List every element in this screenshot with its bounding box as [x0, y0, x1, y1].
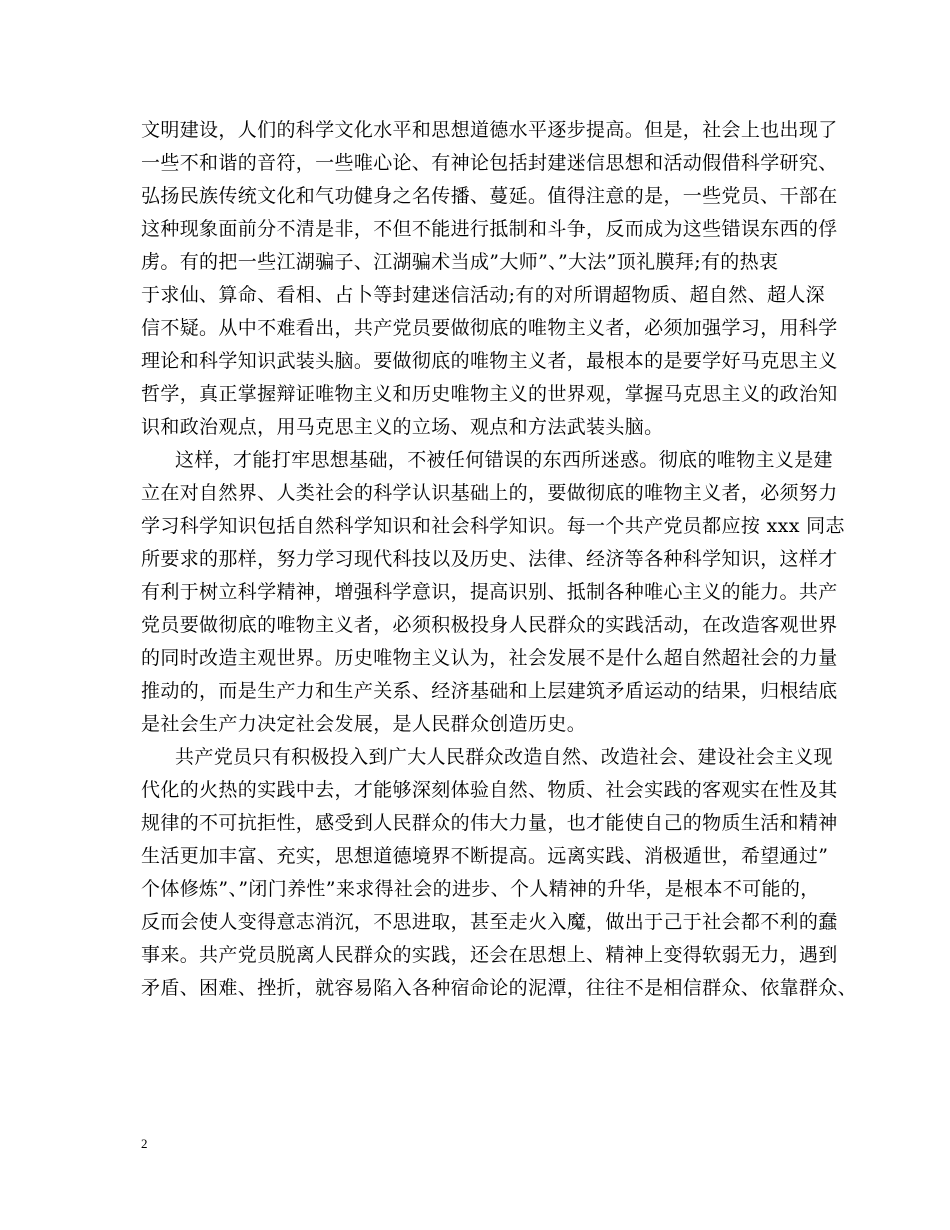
- paragraph-first-line: 共产党员只有积极投入到广大人民群众改造自然、改造社会、建设社会主义现: [175, 746, 833, 768]
- text-line: 所要求的那样，努力学习现代科技以及历史、法律、经济等各种科学知识，这样才: [141, 548, 838, 570]
- text-line: 矛盾、困难、挫折，就容易陷入各种宿命论的泥潭，往往不是相信群众、依靠群众、: [141, 977, 857, 999]
- text-line: 弘扬民族传统文化和气功健身之名传播、蔓延。值得注意的是，一些党员、干部在: [141, 185, 838, 207]
- text-line: 推动的，而是生产力和生产关系、经济基础和上层建筑矛盾运动的结果，归根结底: [141, 680, 838, 702]
- text-line: 理论和科学知识武装头脑。要做彻底的唯物主义者，最根本的是要学好马克思主义: [141, 350, 838, 372]
- text-line: 有利于树立科学精神，增强科学意识，提高识别、抵制各种唯心主义的能力。共产: [141, 581, 838, 603]
- text-line: 哲学，真正掌握辩证唯物主义和历史唯物主义的世界观，掌握马克思主义的政治知: [141, 383, 838, 405]
- text-line: 学习科学知识包括自然科学知识和社会科学知识。每一个共产党员都应按 xxx 同志: [141, 515, 845, 537]
- text-line: 个体修炼”、”闭门养性”来求得社会的进步、个人精神的升华，是根本不可能的，: [141, 878, 820, 900]
- page-number: 2: [141, 1136, 148, 1151]
- text-line: 立在对自然界、人类社会的科学认识基础上的，要做彻底的唯物主义者，必须努力: [141, 482, 838, 504]
- text-line: 生活更加丰富、充实，思想道德境界不断提高。远离实践、消极遁世，希望通过”: [141, 845, 829, 867]
- text-line: 识和政治观点，用马克思主义的立场、观点和方法武装头脑。: [141, 416, 664, 438]
- text-line: 是社会生产力决定社会发展，是人民群众创造历史。: [141, 713, 587, 735]
- text-line: 代化的火热的实践中去，才能够深刻体验自然、物质、社会实践的客观实在性及其: [141, 779, 838, 801]
- text-line: 文明建设，人们的科学文化水平和思想道德水平逐步提高。但是，社会上也出现了: [141, 119, 838, 141]
- text-line: 反而会使人变得意志消沉，不思进取，甚至走火入魔，做出于己于社会都不利的蠢: [141, 911, 838, 933]
- text-line: 一些不和谐的音符，一些唯心论、有神论包括封建迷信思想和活动假借科学研究、: [141, 152, 838, 174]
- text-line: 规律的不可抗拒性，感受到人民群众的伟大力量，也才能使自己的物质生活和精神: [141, 812, 838, 834]
- text-line: 于求仙、算命、看相、占卜等封建迷信活动;有的对所谓超物质、超自然、超人深: [141, 284, 826, 306]
- text-line: 这种现象面前分不清是非，不但不能进行抵制和斗争，反而成为这些错误东西的俘: [141, 218, 838, 240]
- body-text: [141, 114, 857, 1005]
- paragraph-first-line: 这样，才能打牢思想基础，不被任何错误的东西所迷惑。彻底的唯物主义是建: [175, 449, 833, 471]
- text-line: 的同时改造主观世界。历史唯物主义认为，社会发展不是什么超自然超社会的力量: [141, 647, 838, 669]
- text-line: 党员要做彻底的唯物主义者，必须积极投身人民群众的实践活动，在改造客观世界: [141, 614, 838, 636]
- text-line: 虏。有的把一些江湖骗子、江湖骗术当成”大师”、”大法”顶礼膜拜;有的热衷: [141, 251, 779, 273]
- text-line: 事来。共产党员脱离人民群众的实践，还会在思想上、精神上变得软弱无力，遇到: [141, 944, 838, 966]
- text-line: 信不疑。从中不难看出，共产党员要做彻底的唯物主义者，必须加强学习，用科学: [141, 317, 838, 339]
